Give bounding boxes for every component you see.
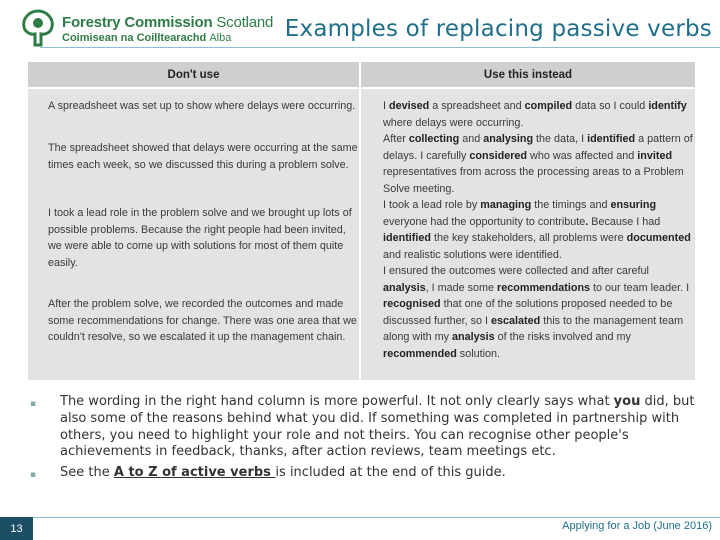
footer-divider (33, 517, 720, 518)
column-header-dont-use: Don't use (28, 62, 359, 87)
passive-example-2: The spreadsheet showed that delays were occurring at the same times each week, so we discussed this during a problem solve. (48, 142, 358, 171)
note-item: ▪ The wording in the right hand column is more powerful. It not only clearly says what you did, but also some of the reasons behind what you did. If something was completed in partnership with others, you need to highlight your role and not theirs. You can recognise other people's achievements in feedback, thanks, after action reviews, team meetings etc. (30, 394, 695, 460)
org-name-gaelic: Coimisean na Coilltearachd Alba (62, 32, 232, 44)
bullet-dot-icon: ▪ (30, 399, 37, 409)
active-example-3: I took a lead role by managing the timings and ensuring everyone had the opportunity to contribute. Because I had identified the key stakeholders, all problems were documented and realistic solutions were identified. (383, 199, 691, 261)
passive-example-1: A spreadsheet was set up to show where delays were occurring. (48, 100, 356, 112)
comparison-table (28, 62, 695, 380)
passive-example-3: I took a lead role in the problem solve and we brought up lots of possible problems. Because the right people had been invited, we were able to come up with solutions for most of them quite easily. (48, 207, 352, 269)
column-dont-use (28, 89, 359, 380)
active-examples (383, 98, 697, 362)
note-item: ▪ See the A to Z of active verbs is included at the end of this guide. (30, 465, 700, 482)
org-logo (18, 8, 274, 48)
notes-list (30, 394, 700, 482)
org-name: Forestry Commission Scotland (62, 14, 274, 31)
title-divider (40, 47, 720, 48)
active-example-2: After collecting and analysing the data, I identified a pattern of delays. I carefully considered who was affected and invited representatives from across the processing areas to a Problem Solve meeting. (383, 133, 693, 195)
active-verbs-link[interactable]: A to Z of active verbs (113, 465, 276, 481)
bullet-dot-icon: ▪ (30, 470, 37, 481)
active-example-4: I ensured the outcomes were collected and after careful analysis, I made some recommendations to our team leader. I recognised that one of the solutions proposed needed to be discussed further, so I escalated this to the management team along with my analysis of the risks involved and my recommended solution. (383, 265, 690, 360)
tree-logo-icon (18, 8, 58, 48)
page-number: 13 (0, 517, 33, 540)
passive-example-4: After the problem solve, we recorded the outcomes and made some recommendations for change. There was one area that we couldn't resolve, so we escalated it up the management chain. (48, 298, 357, 343)
active-example-1: I devised a spreadsheet and compiled data so I could identify where delays were occurring. (383, 100, 687, 129)
column-header-use-instead: Use this instead (361, 62, 695, 87)
page-title: Examples of replacing passive verbs (284, 16, 712, 42)
column-use-instead (361, 89, 695, 380)
footer-text: Applying for a Job (June 2016) (562, 520, 712, 532)
